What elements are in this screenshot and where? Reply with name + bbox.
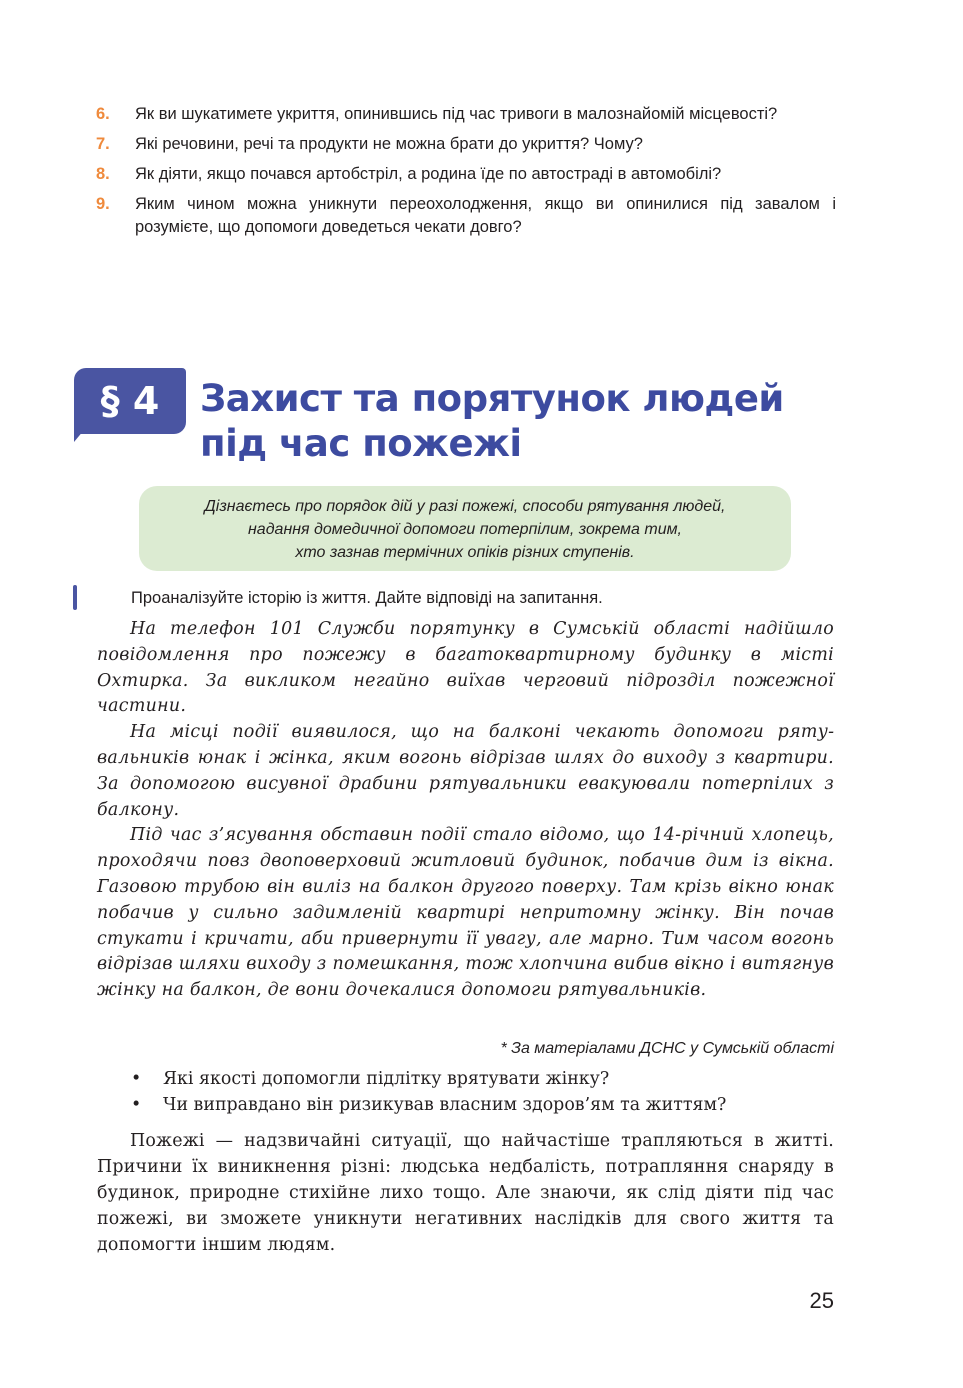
section-title-line-2: під час пожежі (200, 422, 522, 465)
section-title-line-1: Захист та порятунок людей (200, 377, 784, 420)
question-number: 8. (96, 165, 110, 183)
question-number: 7. (96, 135, 110, 153)
learning-goals-line-1: Дізнаєтесь про порядок дій у разі пожежі, способи рятування людей, (204, 498, 726, 515)
bullet-icon: • (131, 1069, 142, 1089)
page-number: 25 (809, 1288, 834, 1313)
learning-goals-box (139, 486, 791, 571)
section-number-badge: § 4 (74, 368, 186, 434)
life-story (97, 617, 834, 1004)
discussion-question (131, 1066, 836, 1092)
question-item (96, 163, 836, 186)
question-text: Як ви шукатимете укриття, опинившись під час тривоги в малознайомій місцевості? (135, 105, 778, 123)
question-item (96, 103, 836, 126)
badge-tail-decoration (74, 430, 84, 442)
section-header (74, 368, 854, 478)
question-text: Як діяти, якщо почався артобстріл, а родина їде по автостраді в автомобілі? (135, 165, 722, 183)
question-item (96, 193, 836, 239)
story-paragraph-2: На місці події виявилося, що на балконі чекають допомоги рятувальників юнак і жінка, яким вогонь відрізав шлях до виходу з квартири. За допомогою висувної драбини рятувальники евакуювали потерпілих з балкону. (97, 722, 834, 820)
learning-goals-line-3: хто зазнав термічних опіків різних ступенів. (295, 544, 635, 561)
discussion-question-text: Чи виправдано він ризикував власним здоров’ям та життям? (163, 1095, 727, 1115)
question-item (96, 133, 836, 156)
bullet-icon: • (131, 1095, 142, 1115)
discussion-question (131, 1092, 836, 1118)
task-instruction: Проаналізуйте історію із життя. Дайте відповіді на запитання. (131, 589, 603, 607)
story-paragraph-3: Під час з’ясування обставин події стало відомо, що 14-річний хлопець, проходячи повз двоповерховий житловий будинок, побачив дим із вікна. Газовою трубою він виліз на балкон другого поверху. Там крізь вікно юнак побачив у сильно задимленій квартирі непритомну жінку. Він почав стукати і кричати, аби привернути її увагу, але марно. Тим часом вогонь відрізав шляхи виходу з помешкання, тож хлопчина вибив вікно і витягнув жінку на балкон, де вони дочекалися допомоги рятувальників. (97, 825, 834, 1001)
section-title (200, 376, 850, 466)
question-number: 6. (96, 105, 110, 123)
story-paragraph-1: На телефон 101 Служби порятунку в Сумській області надійшло повідомлення про пожежу в багатоквартирному будинку в місті Охтирка. За викликом негайно виїхав черговий підрозділ пожежної частини. (97, 619, 834, 717)
discussion-question-text: Які якості допомогли підлітку врятувати жінку? (163, 1069, 610, 1089)
intro-paragraph: Пожежі — надзвичайні ситуації, що найчастіше трапляються в житті. Причини їх виникнення різні: людська недбалість, потрапляння снаряду в будинок, природне стихійне лихо тощо. Але знаючи, як слід діяти під час пожежі, ви зможете уникнути негативних наслідків для свого життя та допомогти іншим людям. (97, 1131, 834, 1255)
learning-goals-line-2: надання домедичної допомоги потерпілим, зокрема тим, (248, 521, 682, 538)
question-text: Які речовини, речі та продукти не можна брати до укриття? Чому? (135, 135, 643, 153)
question-number: 9. (96, 195, 110, 213)
discussion-questions-list (131, 1066, 836, 1118)
source-note: * За матеріалами ДСНС у Сумській області (500, 1040, 834, 1057)
review-questions-list (96, 103, 836, 246)
rubric-marker-bar (73, 585, 77, 610)
question-text: Яким чином можна уникнути переохолодження, якщо ви опинилися під завалом і розумієте, що допомоги доведеться чекати довго? (135, 195, 836, 236)
